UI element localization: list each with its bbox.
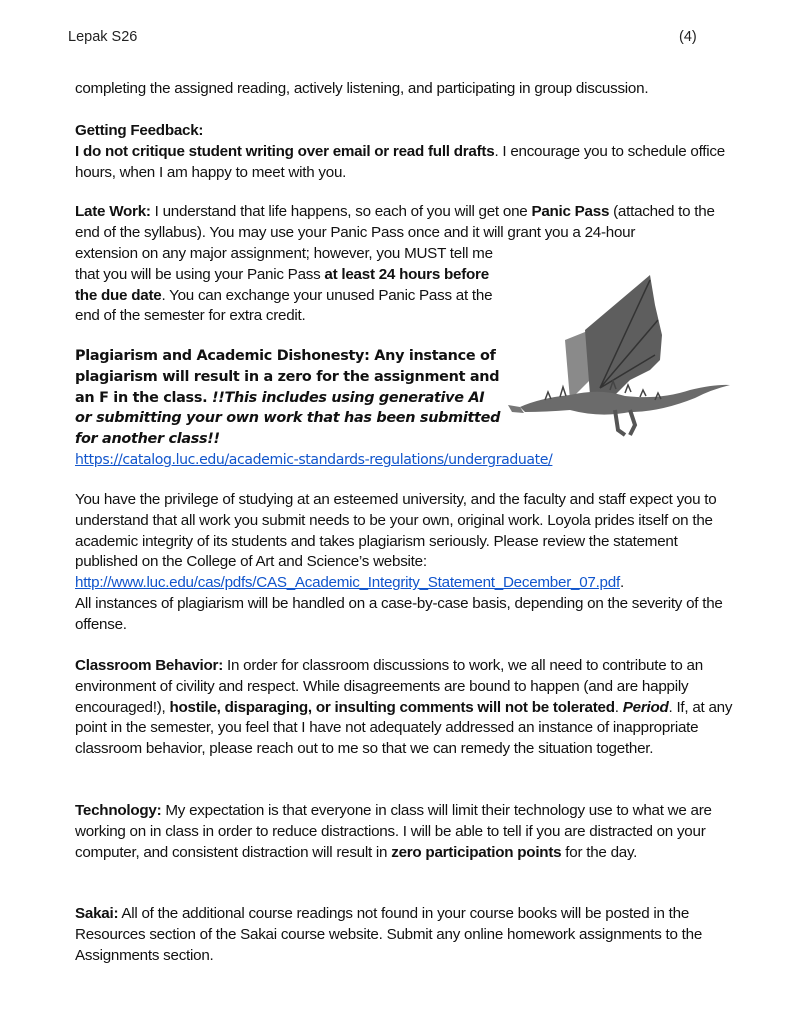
integrity-period: .	[619, 574, 624, 592]
sakai-text: All of the additional course readings not found in your course books will be posted in the Resources section of the Sakai course website. Submit any online homework assignments to the Assignments section.	[75, 905, 703, 964]
technology-text: My expectation is that everyone in class will limit their technology use to what we are working on in class in order to reduce distractions. I will be able to tell if you are distracted on your computer, and consistent distraction will result in	[75, 802, 712, 861]
late-work-text-3: extension on any major assignment; however, you MUST tell me that you will be using your Panic Pass	[75, 245, 493, 283]
page-number: (4)	[679, 29, 697, 45]
behavior-text-2: .	[614, 698, 623, 716]
technology-heading: Technology:	[75, 802, 162, 819]
feedback-bold: I do not critique student writing over email or read full drafts	[75, 142, 495, 160]
behavior-text: In order for classroom discussions to work, we all need to contribute to an environment of civility and respect. While disagreements are bound to happen (and are happily encouraged!),	[75, 657, 703, 716]
dragon-illustration-icon	[500, 260, 740, 440]
zero-points-bold: zero participation points	[391, 843, 562, 861]
sakai-section	[75, 904, 735, 966]
behavior-bold: hostile, disparaging, or insulting comments will not be tolerated	[169, 698, 615, 716]
plagiarism-section	[75, 346, 505, 450]
behavior-heading: Classroom Behavior:	[75, 657, 224, 674]
plagiarism-bold: Plagiarism and Academic Dishonesty: Any instance of plagiarism will result in a zero for the assignment and an F in the class.	[75, 348, 500, 406]
integrity-tail: All instances of plagiarism will be handled on a case-by-case basis, depending on the severity of the offense.	[75, 594, 723, 633]
integrity-section	[75, 490, 735, 636]
sakai-heading: Sakai:	[75, 905, 119, 922]
behavior-text-3: . If, at any point in the semester, you feel that I have not adequately addressed an instance of inappropriate classroom behavior, please reach out to me so that we can remedy the situation together.	[75, 698, 733, 758]
header-author-term: Lepak S26	[68, 29, 138, 45]
late-work-text-2: (attached to the end of the syllabus). You may use your Panic Pass once and it will grant you a 24-hour	[75, 203, 715, 241]
deadline-bold: at least 24 hours before the due date	[75, 265, 489, 304]
late-work-section	[75, 202, 735, 244]
technology-text-2: for the day.	[561, 843, 638, 861]
feedback-heading: Getting Feedback:	[75, 122, 204, 139]
catalog-link-line	[75, 450, 552, 471]
late-work-heading: Late Work:	[75, 203, 151, 220]
integrity-statement-link[interactable]: http://www.luc.edu/cas/pdfs/CAS_Academic_Integrity_Statement_December_07.pdf	[75, 574, 620, 592]
catalog-link[interactable]: https://catalog.luc.edu/academic-standards-regulations/undergraduate/	[75, 452, 553, 468]
plagiarism-italic: !!This includes using generative AI or submitting your own work that has been submitted for another class!!	[75, 389, 501, 448]
dragon-wing	[585, 275, 662, 395]
integrity-text: You have the privilege of studying at an esteemed university, and the faculty and staff expect you to understand that all work you submit needs to be your own, original work. Loyola prides itself on the academic integrity of its students and takes plagiarism seriously. Please review the statement published on the College of Art and Science’s website:	[75, 491, 717, 571]
dragon-body	[520, 385, 730, 415]
feedback-text: . I encourage you to schedule office hours, when I am happy to meet with you.	[75, 142, 725, 181]
late-work-text: I understand that life happens, so each of you will get one	[150, 203, 532, 220]
late-work-text-4: . You can exchange your unused Panic Pass at the end of the semester for extra credit.	[75, 286, 493, 325]
panic-pass-bold: Panic Pass	[531, 203, 610, 220]
late-work-continued	[75, 244, 495, 327]
feedback-section	[75, 121, 735, 183]
behavior-section	[75, 656, 735, 760]
intro-line: completing the assigned reading, actively listening, and participating in group discussion.	[75, 80, 649, 97]
period-emphasis: Period	[622, 698, 669, 716]
technology-section	[75, 801, 735, 863]
